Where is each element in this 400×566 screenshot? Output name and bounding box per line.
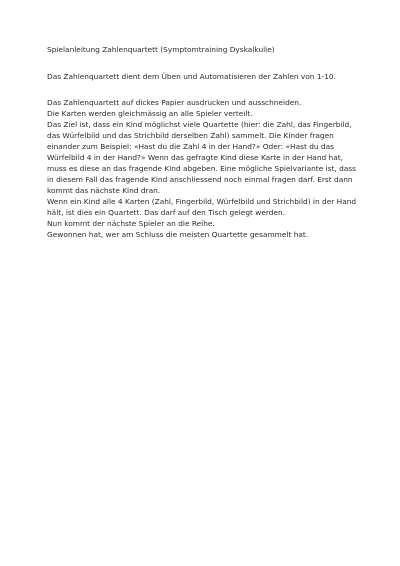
instruction-print: Das Zahlenquartett auf dickes Papier ausdrucken und ausschneiden. <box>47 98 302 107</box>
intro-paragraph: Das Zahlenquartett dient dem Üben und Automatisieren der Zahlen von 1-10. <box>47 72 336 81</box>
instruction-winner: Gewonnen hat, wer am Schluss die meisten Quartette gesammelt hat. <box>47 230 309 239</box>
instruction-goal: Das Ziel ist, dass ein Kind möglichst viele Quartette (hier: die Zahl, das Fingerbild, das Würfelbild und das Strichbild derselben Zahl) sammelt. Die Kinder fragen einander zum Beispiel: «Hast du die Zahl 4 in der Hand?» Oder: «Hast du das Würfelbild 4 in der Hand?» Wenn das gefragte Kind diese Karte in der Hand hat, muss es diese an das fragende Kind abgeben. Eine mögliche Spielvariante ist, dass in diesem Fall das fragende Kind anschliessend noch einmal fragen darf. Erst dann kommt das nächste Kind dran. <box>47 120 357 195</box>
document-body <box>47 44 357 240</box>
instruction-distribute: Die Karten werden gleichmässig an alle Spieler verteilt. <box>47 109 253 118</box>
document-title: Spielanleitung Zahlenquartett (Symptomtraining Dyskalkulie) <box>47 45 275 54</box>
instruction-quartet: Wenn ein Kind alle 4 Karten (Zahl, Fingerbild, Würfelbild und Strichbild) in der Hand hält, ist dies ein Quartett. Das darf auf den Tisch gelegt werden. <box>47 197 357 217</box>
instruction-next-player: Nun kommt der nächste Spieler an die Reihe. <box>47 219 215 228</box>
